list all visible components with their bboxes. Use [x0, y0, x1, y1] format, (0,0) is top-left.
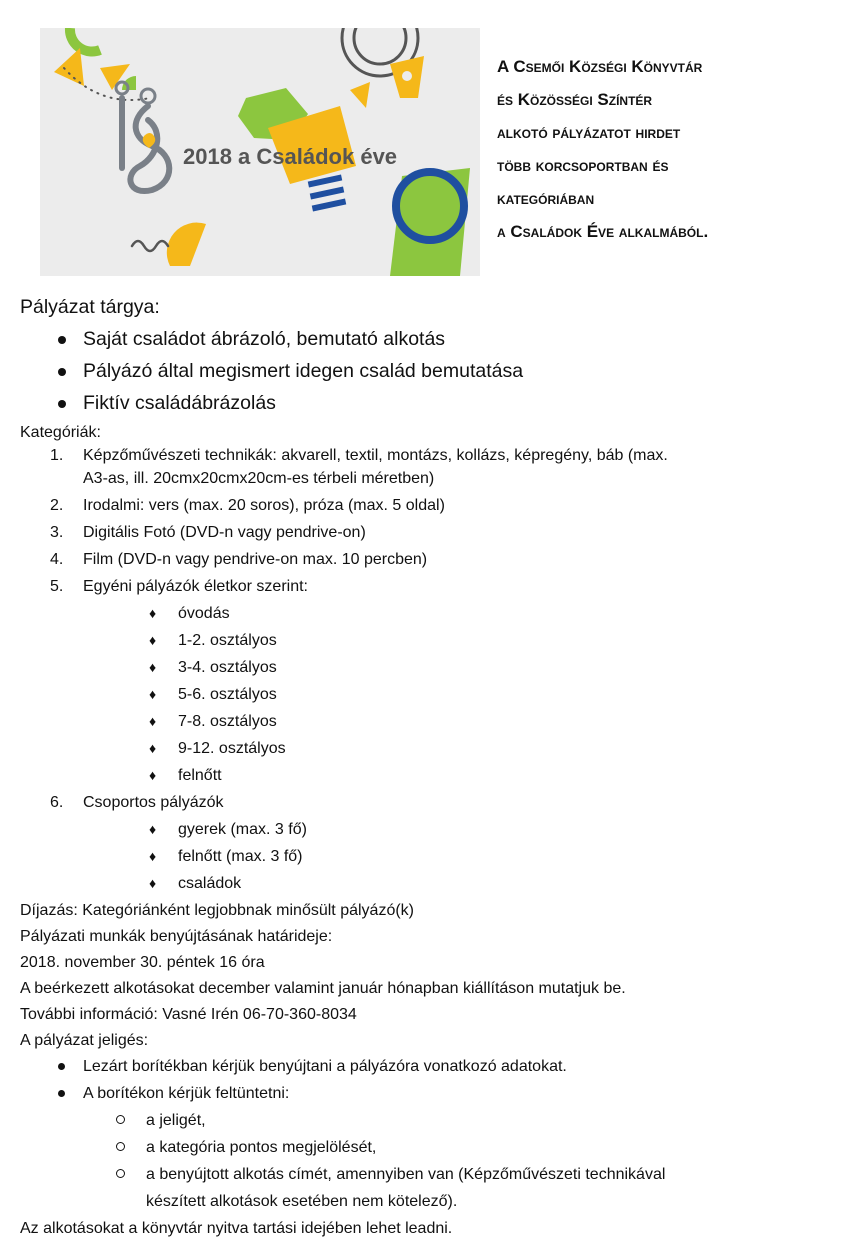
- list-item: Pályázó által megismert idegen család bemutatása: [20, 355, 835, 387]
- list-item: A borítékon kérjük feltüntetni:: [20, 1080, 835, 1107]
- sub-list-item: ♦ 3-4. osztályos: [20, 654, 835, 681]
- sub-list-item: ♦ gyerek (max. 3 fő): [20, 816, 835, 843]
- list-item: Fiktív családábrázolás: [20, 387, 835, 419]
- list-item-continuation: A3-as, ill. 20cmx20cmx20cm-es térbeli méretben): [83, 470, 435, 487]
- sub-list-item: ♦ óvodás: [20, 600, 835, 627]
- list-item: 6. Csoportos pályázók: [50, 794, 224, 811]
- diamond-bullet-icon: ♦: [149, 605, 157, 621]
- sub-list-item: ♦ családok: [20, 870, 835, 897]
- sub-list-item: ♦ 9-12. osztályos: [20, 735, 835, 762]
- closing-text: Az alkotásokat a könyvtár nyitva tartási idejében lehet leadni.: [20, 1220, 453, 1237]
- list-item: Lezárt borítékban kérjük benyújtani a pályázóra vonatkozó adatokat.: [20, 1053, 835, 1080]
- heading-line: A Csemői Községi Könyvtár: [497, 57, 703, 76]
- sub-list-item: ♦ felnőtt (max. 3 fő): [20, 843, 835, 870]
- exhibition-text: A beérkezett alkotásokat december valamint január hónapban kiállításon mutatjuk be.: [20, 980, 626, 997]
- diamond-bullet-icon: ♦: [149, 686, 157, 702]
- sub-list-item: ♦ 7-8. osztályos: [20, 708, 835, 735]
- diamond-bullet-icon: ♦: [149, 740, 157, 756]
- sub-list-item: a benyújtott alkotás címét, amennyiben van (Képzőművészeti technikával: [20, 1161, 835, 1188]
- list-item: 2. Irodalmi: vers (max. 20 soros), próza (max. 5 oldal): [50, 497, 445, 514]
- categories-section: [20, 419, 835, 897]
- announcement-heading: [497, 50, 842, 248]
- bullet-icon: [58, 1090, 65, 1097]
- logo-caption: 2018 a Családok éve: [183, 144, 398, 169]
- prize-text: Díjazás: Kategóriánként legjobbnak minősült pályázó(k): [20, 902, 414, 919]
- subject-section: [20, 291, 835, 419]
- anonymous-label: A pályázat jeligés:: [20, 1032, 149, 1049]
- bullet-icon: [58, 1063, 65, 1070]
- sub-list-item: ♦ 5-6. osztályos: [20, 681, 835, 708]
- deadline-date: 2018. november 30. péntek 16 óra: [20, 954, 265, 971]
- diamond-bullet-icon: ♦: [149, 713, 157, 729]
- heading-line: alkotó pályázatot hirdet: [497, 123, 681, 142]
- sub-list-item: a kategória pontos megjelölését,: [20, 1134, 835, 1161]
- list-item: Saját családot ábrázoló, bemutató alkotás: [20, 323, 835, 355]
- heading-line: a Családok Éve alkalmából.: [497, 222, 709, 241]
- list-item: 5. Egyéni pályázók életkor szerint:: [50, 578, 308, 595]
- banner-image: [40, 28, 480, 276]
- heading-line: és Közösségi Színtér: [497, 90, 653, 109]
- list-item: 1. Képzőművészeti technikák: akvarell, textil, montázs, kollázs, képregény, báb (max.: [50, 447, 668, 464]
- diamond-bullet-icon: ♦: [149, 632, 157, 648]
- rules-section: [20, 1053, 835, 1242]
- diamond-bullet-icon: ♦: [149, 821, 157, 837]
- heading-line: kategóriában: [497, 189, 595, 208]
- subject-label: Pályázat tárgya:: [20, 296, 160, 318]
- banner-graphic: [40, 28, 480, 276]
- bullet-icon: [58, 400, 66, 408]
- diamond-bullet-icon: ♦: [149, 659, 157, 675]
- sub-list-item: ♦ felnőtt: [20, 762, 835, 789]
- list-item: 3. Digitális Fotó (DVD-n vagy pendrive-on): [50, 524, 366, 541]
- diamond-bullet-icon: ♦: [149, 875, 157, 891]
- sub-list-item: ♦ 1-2. osztályos: [20, 627, 835, 654]
- heading-line: több korcsoportban és: [497, 156, 669, 175]
- sub-list-item: a jeligét,: [20, 1107, 835, 1134]
- contact-text: További információ: Vasné Irén 06-70-360-8034: [20, 1006, 357, 1023]
- categories-label: Kategóriák:: [20, 424, 101, 441]
- diamond-bullet-icon: ♦: [149, 848, 157, 864]
- diamond-bullet-icon: ♦: [149, 767, 157, 783]
- document-body: [20, 291, 835, 1242]
- circle-bullet-icon: [116, 1142, 125, 1151]
- list-item: 4. Film (DVD-n vagy pendrive-on max. 10 percben): [50, 551, 428, 568]
- sub-list-item-continuation: készített alkotások esetében nem kötelező).: [146, 1193, 458, 1210]
- bullet-icon: [58, 368, 66, 376]
- bullet-icon: [58, 336, 66, 344]
- circle-bullet-icon: [116, 1115, 125, 1124]
- circle-bullet-icon: [116, 1169, 125, 1178]
- info-section: [20, 897, 835, 1053]
- deadline-label: Pályázati munkák benyújtásának határideje:: [20, 928, 333, 945]
